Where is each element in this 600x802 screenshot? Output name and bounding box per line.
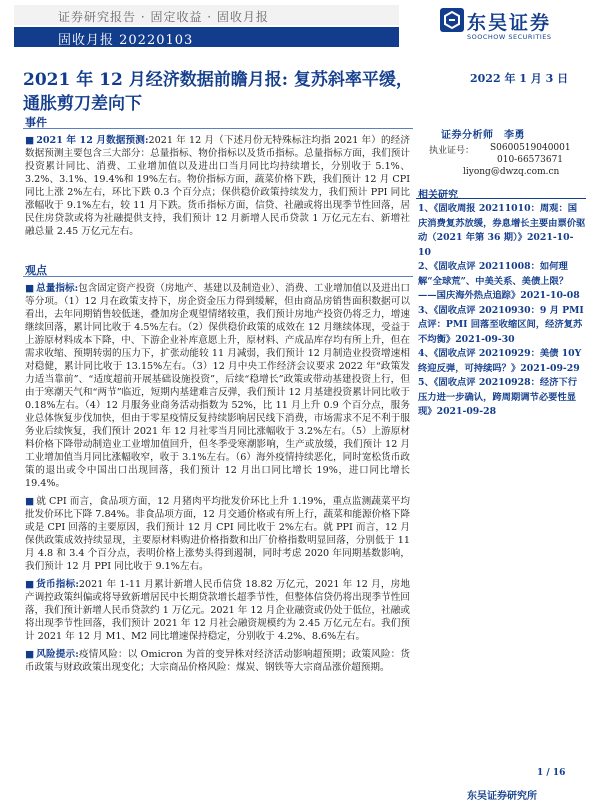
report-header: [0, 0, 600, 50]
analyst-email[interactable]: liyong@dwzq.com.cn: [463, 167, 560, 177]
logo-mark-icon: [440, 8, 464, 32]
related-item[interactable]: 2、《固收点评 20211008：如何理解“全球荒”、中美关系、美债上限？——国庆海外热点追踪》2021-10-08: [418, 261, 580, 301]
event-paragraph: [25, 134, 410, 238]
view-text-risk: 疫情风险：以 Omicron 为首的变异株对经济活动影响超预期；政策风险：货币政策与财政政策出现变化；大宗商品价格风险：煤炭、钢铁等大宗商品涨价超预期。: [25, 649, 410, 673]
bullet-icon: ■: [25, 579, 35, 590]
company-logo: [440, 8, 590, 44]
views-divider: [23, 276, 413, 277]
report-title: 2021 年 12 月经济数据前瞻月报: 复苏斜率平缓，通胀剪刀差向下: [23, 70, 413, 114]
view-text-totals: 包含固定资产投资（房地产、基建以及制造业）、消费、工业增加值以及进出口等分项。（1）12 月在政策支持下，房企资金压力得到缓解，但由商品房销售面积数据可以看出，去年同期销售较低迷，叠加房企观望情绪较重，我们预计房地产投资仍将乏力，增速继续回落，累计同比收于 4.5%左右。（2）保供稳价政策的成效在 12 月继续体现，受益于上游原材料成本下降，中、下游企业补库意愿上升，原材料、产成品库存均有所上升，但在需求收缩、预期转弱的压力下，扩张动能较 11 月减弱，我们预计 12 月制造业投资增速相对稳健，累计同比收于 13.15%左右。（3）12 月中央工作经济会议要求 2022 年“政策发力适当靠前”、“适度超前开展基础设施投资”，后续“稳增长”政策或带动基建投资上行，但由于寒潮天气和“两节”临近，短期内基建难言反弹，我们预计 12 月基建投资累计同比收于 0.18%左右。（4）12 月服务业商务活动指数为 52%，比 11 月上升 0.9 个百分点，服务业总体恢复步伐加快，但由于零星疫情反复持续影响居民线下消费，市场需求不足不利于服务业后续恢复，我们预计 2021 年 12 月社零当月同比涨幅收于 3.2%左右。（5）上游原材料价格下降带动制造业工业增加值回升，但冬季受寒潮影响，生产或放缓，我们预计 12 月工业增加值当月同比涨幅收窄，收于 3.1%左右。（6）海外疫情持续恶化，同时宽松货币政策的退出或令中国出口出现回落，我们预计 12 月出口同比增长 19%，进口同比增长 19.4%。: [25, 283, 410, 489]
view-paragraph-money: [25, 578, 410, 643]
bullet-icon: ■: [25, 135, 35, 146]
views-block: [25, 282, 410, 674]
bullet-icon: ■: [25, 649, 35, 660]
logo-chinese-name: 东吴证券: [467, 12, 552, 34]
view-label-totals: 总量指标:: [36, 283, 79, 294]
related-divider: [416, 198, 586, 199]
event-heading: 事件: [25, 116, 47, 129]
view-paragraph-risk: [25, 648, 410, 674]
footer-label: 东吴证券研究所: [467, 791, 537, 802]
view-paragraph-totals: [25, 282, 410, 490]
page-number: 1 / 16: [537, 768, 566, 778]
view-label-money: 货币指标:: [36, 579, 79, 590]
related-item[interactable]: 1、《固收周报 20211010：周观：国庆消费复苏放缓，券息增长主要由票价驱动（2021 年第 36 期）》2021-10-10: [418, 203, 586, 258]
analyst-cert-label: 执业证号：: [429, 146, 475, 156]
related-item[interactable]: 4、《固收点评 20210929：美债 10Y 终迎反弹，可持续吗？》2021-09-29: [418, 348, 582, 374]
analyst-cert: S0600519040001: [490, 143, 571, 153]
views-heading: 观点: [25, 264, 47, 277]
related-item[interactable]: 5、《固收点评 20210928：经济下行压力进一步确认，跨周期调节必要性显现》2021-09-28: [418, 377, 578, 417]
report-date: 2022 年 1 月 3 日: [470, 72, 569, 85]
bullet-icon: ■: [25, 496, 35, 507]
view-label-risk: 风险提示:: [36, 649, 79, 660]
event-divider: [23, 128, 413, 129]
related-list: [418, 202, 586, 420]
report-banner: [14, 27, 399, 47]
event-label: 2021 年 12 月数据预测:: [36, 135, 149, 146]
category-bar: [14, 5, 399, 25]
bullet-icon: ■: [25, 283, 35, 294]
analyst-name: 证券分析师 李勇: [441, 130, 525, 141]
view-text-prices: 就 CPI 而言，食品项方面，12 月猪肉平均批发价环比上升 1.19%，重点监测蔬菜平均批发价环比下降 7.84%。非食品项方面，12 月交通价格或有所上行，蔬菜和能源价格下降或是 CPI 回落的主要原因，我们预计 12 月 CPI 同比收于 2%左右。就 PPI 而言，12 月保供政策成效持续显现，主要原材料购进价格指数和出厂价格指数明显回落，分别低于 11 月 4.8 和 3.4 个百分点，表明价格上涨势头得到遏制，同时考虑 2020 年同期基数影响，我们预计 12 月 PPI 同比收于 9.1%左右。: [25, 496, 410, 572]
banner-label: 固收月报 20220103: [58, 33, 194, 48]
logo-english-name: SOOCHOW SECURITIES: [467, 33, 552, 41]
category-label: 证券研究报告 · 固定收益 · 固收月报: [58, 10, 269, 24]
related-item[interactable]: 3、《固收点评 20210930：9 月 PMI 点评：PMI 回落至收缩区间，经济复苏不均衡》2021-09-30: [418, 304, 584, 345]
event-block: [25, 134, 410, 238]
view-paragraph-prices: [25, 495, 410, 573]
related-heading: 相关研究: [418, 190, 458, 201]
event-text: 2021 年 12 月（下述月份无特殊标注均指 2021 年）的经济数据预测主要包含三大部分：总量指标、物价指标以及货币指标。总量指标方面，我们预计投资累计同比、消费、工业增加值以及进出口当月同比均持续增长，分别收于 5.1%、3.2%、3.1%、19.4%和 19%左右。物价指标方面，蔬菜价格下跌，我们预计 12 月 CPI 同比上涨 2%左右，环比下跌 0.3 个百分点；保供稳价政策持续发力，我们预计 PPI 同比涨幅收于 9.1%左右，较 11 月下跌。货币指标方面，信贷、社融或将出现季节性回落，居民住房贷款或将为社融提供支持，我们预计 12 月新增人民币贷款 1 万亿元左右、新增社融总量 2.45 万亿元左右。: [25, 135, 410, 237]
view-text-money: 2021 年 1-11 月累计新增人民币信贷 18.82 万亿元，2021 年 12 月，房地产调控政策纠偏或将导致新增居民中长期贷款增长超季节性，但整体信贷仍将出现季节性回落，我们预计新增人民币贷款约 1 万亿元。2021 年 12 月企业融资或仍处于低位，社融或将出现季节性回落，我们预计 2021 年 12 月社会融资规模约为 2.45 万亿元左右。我们预计 2021 年 12 月 M1、M2 同比增速保持稳定，分别收于 4.2%、8.6%左右。: [25, 579, 411, 642]
analyst-phone: 010-66573671: [497, 155, 564, 165]
